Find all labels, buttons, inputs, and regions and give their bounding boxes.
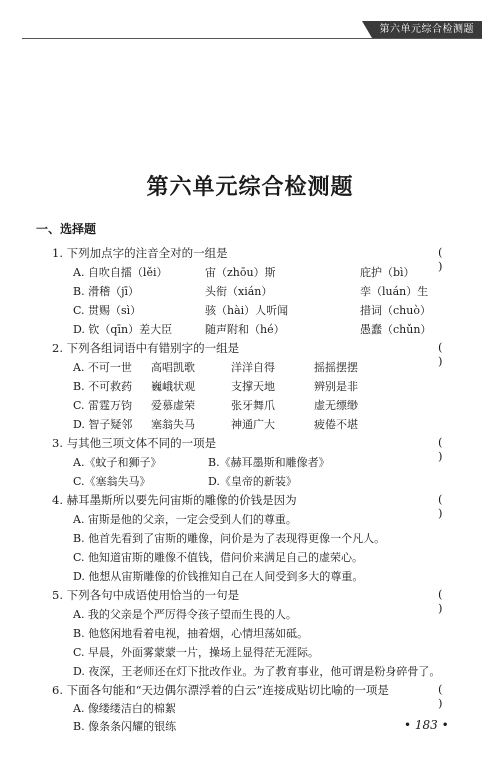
q6-option-a: A. 像缕缕洁白的棉絮 — [73, 702, 176, 715]
q2-option-b-1: B. 不可救药 — [73, 380, 133, 393]
question-1-stem: 1. 下列加点字的注音全对的一组是 — [52, 246, 228, 260]
q1-option-a-3: 庇护（bì） — [360, 266, 415, 279]
question-6-stem: 6. 下面各句能和“天边偶尔漂浮着的白云”连接成贴切比喻的一项是 — [52, 683, 389, 697]
q2-option-a-4: 摇摇摆摆 — [314, 361, 358, 374]
q1-option-c-2: 骇（hài）人听闻 — [205, 304, 289, 317]
page-number: • 183 • — [404, 718, 449, 732]
q2-option-b-3: 支撑天地 — [231, 380, 275, 393]
q4-option-a: A. 宙斯是他的父亲，一定会受到人们的尊重。 — [73, 513, 297, 526]
question-5-stem: 5. 下列各句中成语使用恰当的一句是 — [52, 588, 240, 602]
q6-option-b: B. 像条条闪耀的银练 — [73, 720, 177, 733]
running-header: 第六单元综合检测题 — [372, 21, 483, 38]
question-3-stem: 3. 与其他三项文体不同的一项是 — [52, 436, 217, 450]
q5-option-a: A. 我的父亲是个严厉得令孩子望而生畏的人。 — [73, 608, 297, 621]
q2-option-b-4: 辨别是非 — [314, 380, 358, 393]
q4-option-c: C. 他知道宙斯的雕像不值钱，借问价来满足自己的虚荣心。 — [73, 551, 364, 564]
q5-option-d: D. 夜深，王老师还在灯下批改作业。为了教育事业，他可谓是粉身碎骨了。 — [73, 665, 441, 678]
q2-option-d-3: 神通广大 — [231, 418, 275, 431]
q2-option-c-3: 张牙舞爪 — [231, 399, 275, 412]
answer-blank-6: ( ) — [438, 682, 461, 710]
q1-option-a-2: 宙（zhōu）斯 — [205, 266, 276, 279]
q2-option-a-1: A. 不可一世 — [73, 361, 132, 374]
q1-option-d-2: 随声附和（hé） — [205, 323, 285, 336]
q1-option-d-1: D. 钦（qīn）差大臣 — [73, 323, 173, 336]
q2-option-c-1: C. 雷霆万钧 — [73, 399, 133, 412]
answer-blank-3: ( ) — [438, 435, 461, 463]
q1-option-c-3: 措词（chuò） — [360, 304, 431, 317]
q1-option-b-1: B. 滑稽（jī） — [73, 285, 140, 298]
q3-option-c: C.《塞翁失马》 — [73, 475, 151, 488]
question-2-stem: 2. 下列各组词语中有错别字的一组是 — [52, 341, 240, 355]
q4-option-d: D. 他想从宙斯雕像的价钱推知自己在人间受到多大的尊重。 — [73, 570, 364, 583]
q3-option-a: A.《蚊子和狮子》 — [73, 456, 162, 469]
q1-option-a-1: A. 自吹自擂（lěi） — [73, 266, 168, 279]
q2-option-a-3: 洋洋自得 — [231, 361, 275, 374]
answer-blank-4: ( ) — [438, 492, 461, 520]
q2-option-b-2: 巍峨状观 — [151, 380, 195, 393]
answer-blank-1: ( ) — [438, 245, 461, 273]
q1-option-b-3: 孪（luán）生 — [360, 285, 429, 298]
q3-option-b: B.《赫耳墨斯和雕像者》 — [208, 456, 330, 469]
section-heading: 一、选择题 — [36, 222, 97, 236]
header-rule — [22, 38, 482, 39]
q2-option-c-2: 爱慕虚荣 — [151, 399, 195, 412]
q1-option-c-1: C. 贯赐（sì） — [73, 304, 142, 317]
q2-option-d-4: 疲倦不堪 — [314, 418, 358, 431]
q5-option-b: B. 他悠闲地看着电视，抽着烟，心情坦荡如砥。 — [73, 627, 309, 640]
q4-option-b: B. 他首先看到了宙斯的雕像，问价是为了表现得更像一个凡人。 — [73, 532, 386, 545]
question-4-stem: 4. 赫耳墨斯所以要先问宙斯的雕像的价钱是因为 — [52, 493, 297, 507]
q3-option-d: D.《皇帝的新装》 — [208, 475, 297, 488]
q2-option-d-2: 塞翁失马 — [151, 418, 195, 431]
q2-option-c-4: 虚无缥缈 — [314, 399, 358, 412]
q1-option-b-2: 头衔（xián） — [205, 285, 273, 298]
q5-option-c: C. 早晨，外面雾蒙蒙一片，操场上显得茫无涯际。 — [73, 646, 320, 659]
q2-option-a-2: 高唱凯歌 — [151, 361, 195, 374]
page-title: 第六单元综合检测题 — [146, 174, 354, 200]
q2-option-d-1: D. 智子疑邻 — [73, 418, 133, 431]
q1-option-d-3: 愚蠢（chǔn） — [360, 323, 432, 336]
answer-blank-5: ( ) — [438, 587, 461, 615]
answer-blank-2: ( ) — [438, 340, 461, 368]
